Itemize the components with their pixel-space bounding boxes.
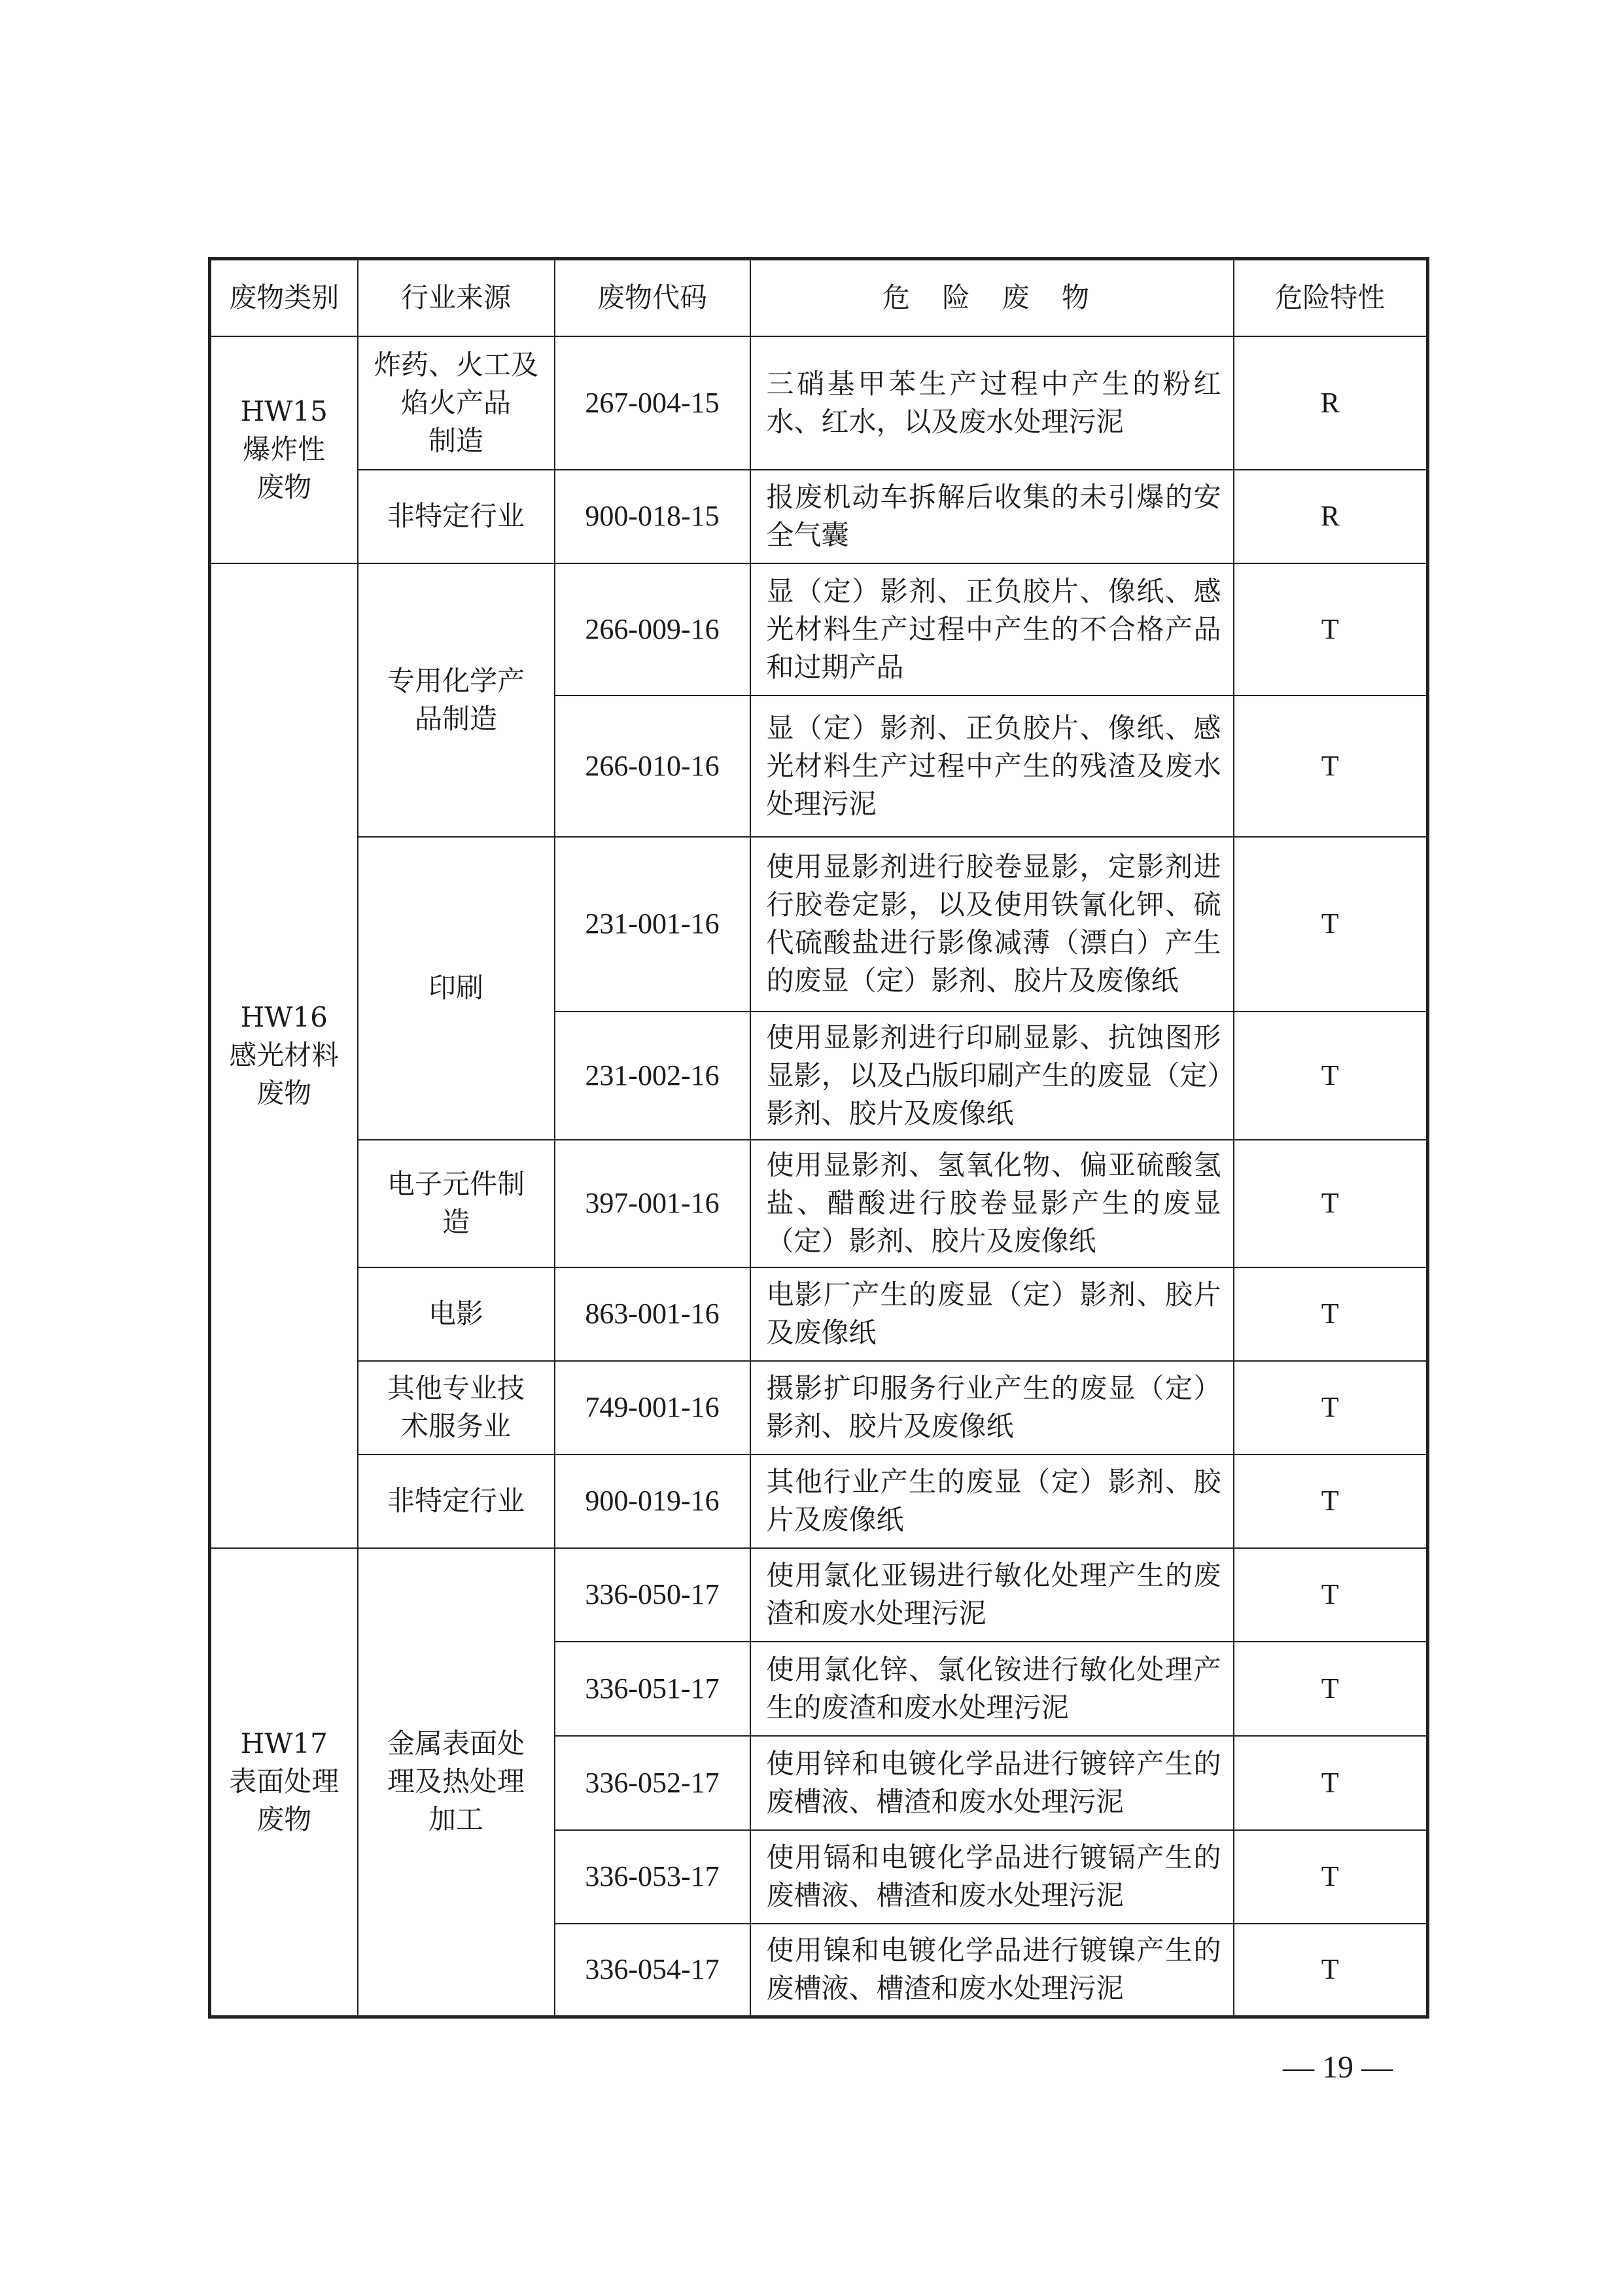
waste-cell: 电影厂产生的废显（定）影剂、胶片及废像纸: [750, 1267, 1234, 1361]
code-cell: 267-004-15: [555, 336, 750, 470]
waste-cell: 使用显影剂、氢氧化物、偏亚硫酸氢盐、醋酸进行胶卷显影产生的废显（定）影剂、胶片及废像纸: [750, 1140, 1234, 1267]
header-property: 危险特性: [1234, 259, 1428, 336]
header-source: 行业来源: [358, 259, 555, 336]
waste-cell: 使用显影剂进行印刷显影、抗蚀图形显影，以及凸版印刷产生的废显（定）影剂、胶片及废像纸: [750, 1012, 1234, 1140]
table-row: [210, 1548, 1428, 1642]
code-cell: 266-010-16: [555, 696, 750, 837]
table-row: [210, 1455, 1428, 1548]
waste-cell: 使用镉和电镀化学品进行镀镉产生的废槽液、槽渣和废水处理污泥: [750, 1830, 1234, 1924]
property-cell: T: [1234, 1830, 1428, 1924]
waste-cell: 使用氯化锌、氯化铵进行敏化处理产生的废渣和废水处理污泥: [750, 1642, 1234, 1736]
property-cell: T: [1234, 1548, 1428, 1642]
header-category: 废物类别: [210, 259, 358, 336]
code-cell: 749-001-16: [555, 1361, 750, 1455]
property-cell: T: [1234, 563, 1428, 696]
waste-cell: 使用镍和电镀化学品进行镀镍产生的废槽液、槽渣和废水处理污泥: [750, 1924, 1234, 2017]
waste-cell: 显（定）影剂、正负胶片、像纸、感光材料生产过程中产生的不合格产品和过期产品: [750, 563, 1234, 696]
waste-cell: 摄影扩印服务行业产生的废显（定）影剂、胶片及废像纸: [750, 1361, 1234, 1455]
code-cell: 336-053-17: [555, 1830, 750, 1924]
code-cell: 900-019-16: [555, 1455, 750, 1548]
waste-cell: 使用氯化亚锡进行敏化处理产生的废渣和废水处理污泥: [750, 1548, 1234, 1642]
property-cell: T: [1234, 1924, 1428, 2017]
property-cell: T: [1234, 1736, 1428, 1830]
code-cell: 397-001-16: [555, 1140, 750, 1267]
property-cell: T: [1234, 1140, 1428, 1267]
code-cell: 336-052-17: [555, 1736, 750, 1830]
waste-cell: 其他行业产生的废显（定）影剂、胶片及废像纸: [750, 1455, 1234, 1548]
table-row: [210, 1267, 1428, 1361]
property-cell: T: [1234, 1642, 1428, 1736]
code-cell: 863-001-16: [555, 1267, 750, 1361]
property-cell: T: [1234, 696, 1428, 837]
source-cell: 炸药、火工及 焰火产品 制造: [358, 336, 555, 470]
code-cell: 336-054-17: [555, 1924, 750, 2017]
source-cell: 非特定行业: [358, 470, 555, 563]
source-cell: 其他专业技 术服务业: [358, 1361, 555, 1455]
property-cell: T: [1234, 1267, 1428, 1361]
code-cell: 231-001-16: [555, 837, 750, 1012]
table-row: [210, 563, 1428, 696]
hazardous-waste-table: [208, 257, 1429, 2019]
property-cell: R: [1234, 336, 1428, 470]
waste-cell: 使用显影剂进行胶卷显影，定影剂进行胶卷定影，以及使用铁氰化钾、硫代硫酸盐进行影像减薄（漂白）产生的废显（定）影剂、胶片及废像纸: [750, 837, 1234, 1012]
category-cell: HW16 感光材料 废物: [210, 563, 358, 1548]
property-cell: T: [1234, 1012, 1428, 1140]
table-row: [210, 470, 1428, 563]
table-row: [210, 1361, 1428, 1455]
source-cell: 电子元件制 造: [358, 1140, 555, 1267]
page-number: — 19 —: [1283, 2050, 1393, 2085]
property-cell: T: [1234, 837, 1428, 1012]
property-cell: T: [1234, 1455, 1428, 1548]
code-cell: 900-018-15: [555, 470, 750, 563]
header-row: [210, 259, 1428, 336]
code-cell: 336-051-17: [555, 1642, 750, 1736]
table-row: [210, 837, 1428, 1012]
source-cell: 电影: [358, 1267, 555, 1361]
source-cell: 金属表面处 理及热处理 加工: [358, 1548, 555, 2017]
waste-cell: 报废机动车拆解后收集的未引爆的安全气囊: [750, 470, 1234, 563]
code-cell: 231-002-16: [555, 1012, 750, 1140]
source-cell: 印刷: [358, 837, 555, 1140]
property-cell: T: [1234, 1361, 1428, 1455]
property-cell: R: [1234, 470, 1428, 563]
code-cell: 266-009-16: [555, 563, 750, 696]
waste-cell: 显（定）影剂、正负胶片、像纸、感光材料生产过程中产生的残渣及废水处理污泥: [750, 696, 1234, 837]
category-cell: HW15 爆炸性 废物: [210, 336, 358, 563]
table-row: [210, 336, 1428, 470]
source-cell: 专用化学产 品制造: [358, 563, 555, 837]
code-cell: 336-050-17: [555, 1548, 750, 1642]
waste-cell: 使用锌和电镀化学品进行镀锌产生的废槽液、槽渣和废水处理污泥: [750, 1736, 1234, 1830]
source-cell: 非特定行业: [358, 1455, 555, 1548]
header-waste: 危 险 废 物: [750, 259, 1234, 336]
table-row: [210, 1140, 1428, 1267]
header-code: 废物代码: [555, 259, 750, 336]
category-cell: HW17 表面处理 废物: [210, 1548, 358, 2017]
waste-cell: 三硝基甲苯生产过程中产生的粉红水、红水，以及废水处理污泥: [750, 336, 1234, 470]
